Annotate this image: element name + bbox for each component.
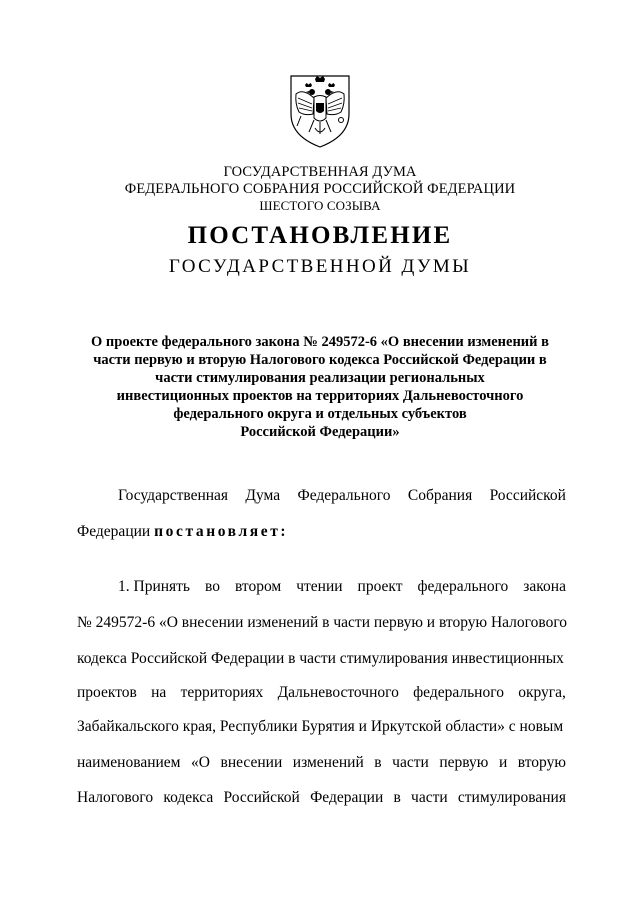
word: 1. Принять [118,578,191,595]
word: части [392,754,429,771]
header-line-state-duma: ГОСУДАРСТВЕННАЯ ДУМА [223,164,417,180]
word: Дума [245,487,281,504]
word: наименованием [77,754,181,771]
subject-line: части стимулирования реализации региональных [155,370,485,386]
word: и [498,754,508,771]
resolution-subject [0,333,640,441]
word: в [374,754,382,771]
item1-line-2: № 249572-6 «О внесении изменений в части первую и вторую Налогового [77,614,568,631]
word: Российской [489,487,566,504]
item1-line-4 [77,684,566,702]
word: в [393,789,401,806]
preamble-line-2 [77,523,566,541]
word: изменений [292,754,364,771]
word: проект [357,578,403,595]
subject-line: федерального округа и отдельных субъектов [173,406,467,422]
word: на [151,684,167,701]
resolves-word: постановляет: [154,523,289,540]
document-title: ПОСТАНОВЛЕНИЕ [187,222,453,249]
preamble-text: Федерации [77,523,155,540]
word: территориях [180,684,264,701]
word: стимулирования [457,789,566,806]
subject-line: О проекте федерального закона № 249572-6 «О внесении изменений в [91,334,549,350]
word: внесении [220,754,283,771]
word: закона [523,578,566,595]
word: кодекса [163,789,214,806]
header-line-convocation: ШЕСТОГО СОЗЫВА [259,198,381,213]
word: Налогового [77,789,154,806]
subject-line: части первую и вторую Налогового кодекса Российской Федерации в [93,352,547,368]
word: втором [234,578,282,595]
word: проектов [77,684,137,701]
word: Федерации [310,789,384,806]
word: части [411,789,448,806]
word: округа, [518,684,566,701]
item1-line-1 [118,578,566,596]
item1-line-3: кодекса Российской Федерации в части стимулирования инвестиционных [77,650,564,667]
word: Собрания [407,487,473,504]
item1-line-6 [77,754,566,772]
preamble-line-1 [118,487,566,505]
word: Федерального [297,487,391,504]
word: «О [191,754,210,771]
word: вторую [517,754,566,771]
word: федерального [413,684,504,701]
coat-of-arms-emblem [283,70,357,150]
word: Российской [223,789,300,806]
word: Дальневосточного [277,684,399,701]
item1-line-5: Забайкальского края, Республики Бурятия и Иркутской области» с новым [77,718,564,735]
word: федерального [417,578,509,595]
subject-line: инвестиционных проектов на территориях Дальневосточного [116,388,524,404]
document-subtitle: ГОСУДАРСТВЕННОЙ ДУМЫ [168,256,472,277]
word: Государственная [118,487,229,504]
header-line-federal-assembly: ФЕДЕРАЛЬНОГО СОБРАНИЯ РОССИЙСКОЙ ФЕДЕРАЦИИ [124,181,516,197]
item1-line-7 [77,789,566,807]
subject-line: Российской Федерации» [240,424,400,440]
word: чтении [296,578,343,595]
word: во [205,578,220,595]
word: первую [439,754,489,771]
